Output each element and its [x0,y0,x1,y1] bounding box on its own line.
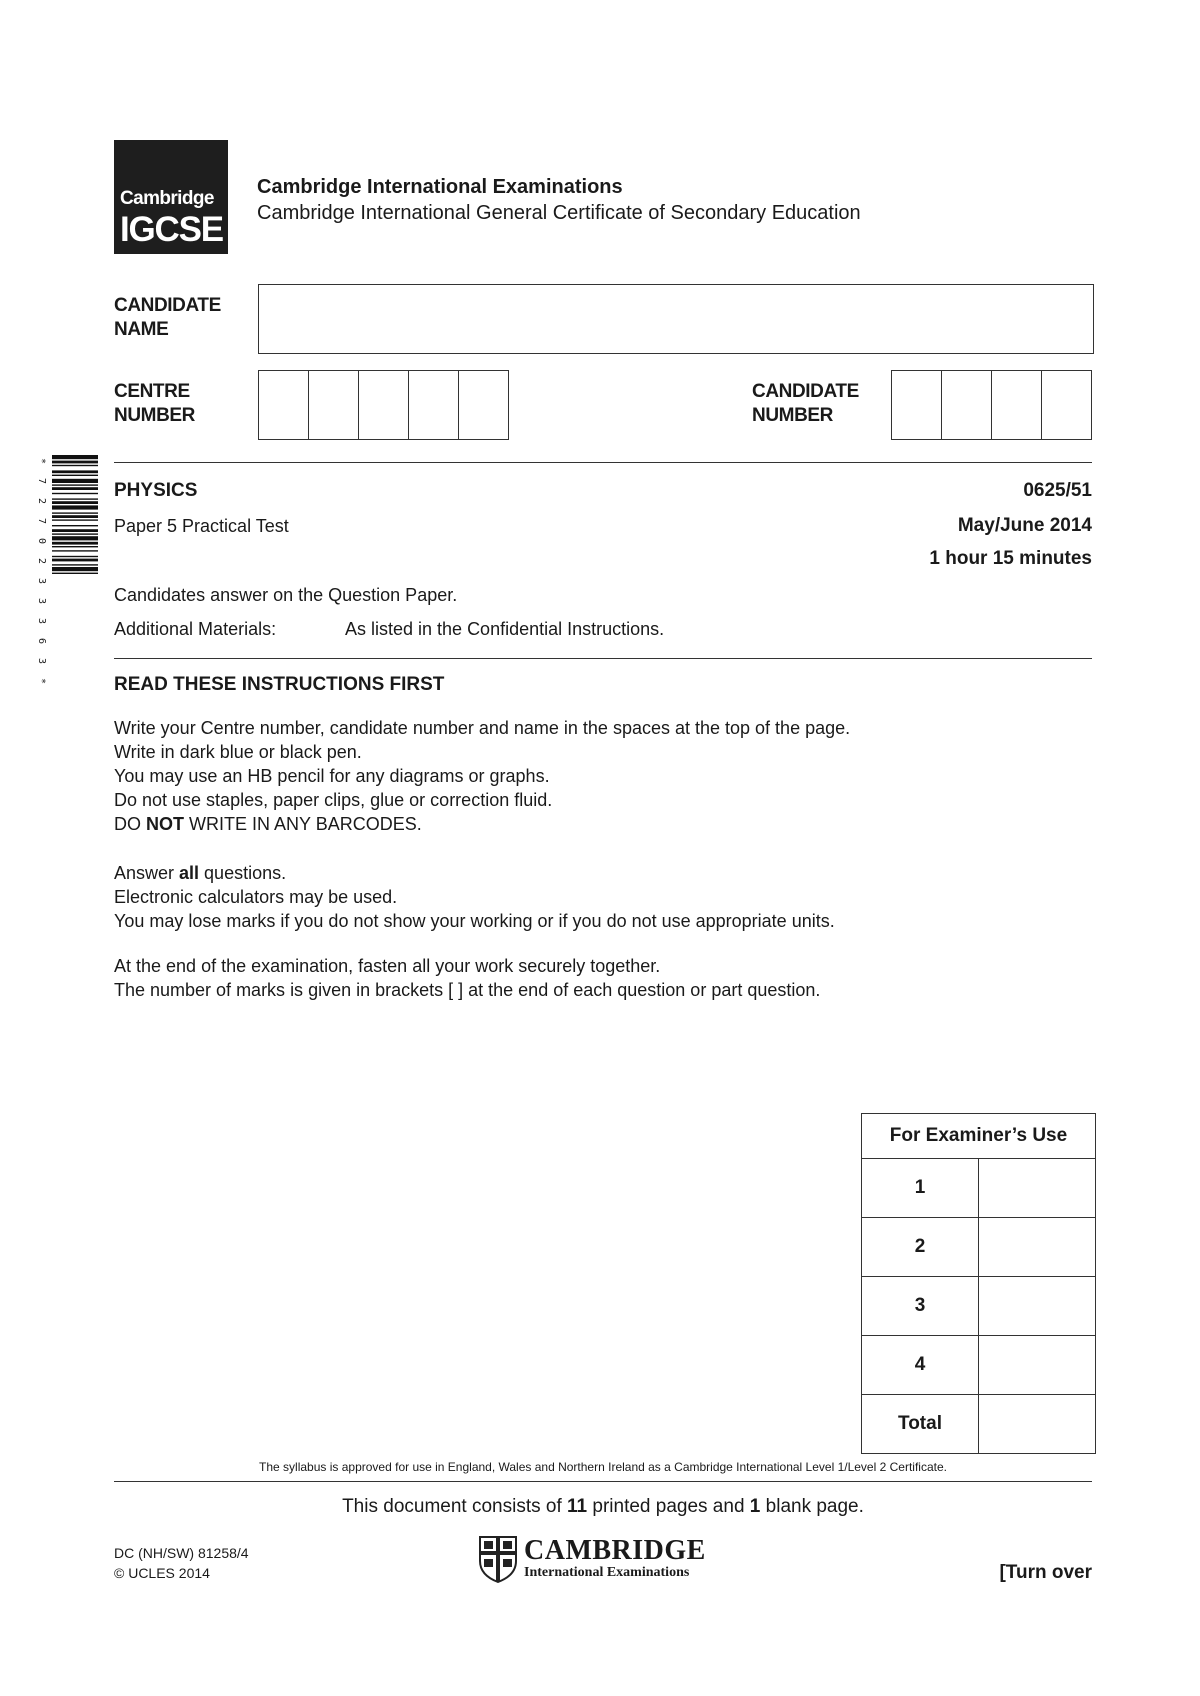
instruction-line: At the end of the examination, fasten all your work securely together. [114,956,661,976]
emphasis: NOT [146,814,185,834]
cambridge-wordmark: CAMBRIDGE [524,1535,706,1566]
divider [114,1481,1092,1482]
barcode-bar [52,475,98,476]
examiner-mark-cell [979,1395,1096,1454]
instructions-block-1 [114,716,850,836]
candidate-digit-box[interactable] [992,371,1042,439]
candidate-name-label-line1: CANDIDATE [114,295,221,316]
barcode-digit: 2 [36,558,47,565]
barcode-digit: * [36,678,47,685]
text-part: printed pages and [587,1496,750,1517]
barcode-digit: 0 [36,538,47,545]
barcode-bar [52,559,98,562]
examiner-table-heading: For Examiner’s Use [862,1114,1096,1159]
instruction-line: Do not use staples, paper clips, glue or correction fluid. [114,790,553,810]
text-part: DO [114,814,147,834]
instruction-line: Electronic calculators may be used. [114,887,398,907]
instruction-line-answer [114,861,835,885]
text-part: blank page. [760,1496,864,1517]
candidate-number-label-line1: CANDIDATE [752,381,859,402]
pages-count: 11 [567,1496,588,1517]
barcode-bar [52,498,98,499]
centre-number-label [114,380,195,428]
barcode-digit: 3 [36,578,47,585]
barcode-bar [52,465,98,466]
examiner-use-table [861,1113,1096,1454]
barcode-bar [52,542,98,545]
examiner-mark-cell [979,1336,1096,1395]
barcode-bar [52,512,98,513]
instruction-line-barcodes [114,812,850,836]
exam-board: Cambridge International Examinations [257,176,623,198]
barcode-bar [52,529,98,532]
candidate-number-label [752,380,859,428]
text-part: WRITE IN ANY BARCODES. [184,814,422,834]
barcode-bar [52,455,98,459]
barcode-bar [52,567,98,571]
instruction-line: The number of marks is given in brackets [ ] at the end of each question or part question. [114,980,821,1000]
candidate-digit-box[interactable] [892,371,942,439]
instructions-block-3 [114,954,820,1002]
barcode-bar [52,519,98,520]
barcode [52,455,98,685]
cambridge-sub: International Examinations [524,1565,690,1580]
copyright: © UCLES 2014 [114,1565,210,1581]
exam-session: May/June 2014 [957,515,1092,536]
barcode-bar [52,556,98,557]
emphasis: all [179,863,200,883]
barcode-bar [52,487,98,490]
candidate-name-field[interactable] [258,284,1094,354]
examiner-row-label: 1 [862,1159,979,1218]
divider [114,658,1092,659]
barcode-digit: 7 [36,478,47,485]
logo-line-2: IGCSE [120,210,223,249]
centre-digit-box[interactable] [259,371,309,439]
cambridge-logo [478,1535,706,1583]
materials-label: Additional Materials: [114,619,277,639]
barcode-bar [52,505,98,509]
document-reference [114,1543,249,1583]
centre-digit-box[interactable] [459,371,508,439]
barcode-bar [52,461,98,464]
blank-count: 1 [749,1496,761,1517]
paper-code: 0625/51 [1023,480,1092,501]
barcode-digit: 3 [36,618,47,625]
syllabus-note: The syllabus is approved for use in England, Wales and Northern Ireland as a Cambridge International Level 1/Level 2 Certificate. [259,1460,947,1474]
barcode-bar [52,564,98,565]
barcode-bar [52,479,98,483]
candidate-digit-box[interactable] [942,371,992,439]
examiner-row-label: 2 [862,1218,979,1277]
centre-digit-box[interactable] [309,371,359,439]
answer-note: Candidates answer on the Question Paper. [114,585,458,605]
examiner-mark-cell [979,1218,1096,1277]
barcode-digit: 2 [36,498,47,505]
materials-value: As listed in the Confidential Instructions. [345,619,665,639]
text-part: questions. [199,863,287,883]
instruction-line: Write your Centre number, candidate number and name in the spaces at the top of the page. [114,718,851,738]
candidate-name-label [114,294,221,342]
barcode-bar [52,525,98,526]
examiner-row-label: 3 [862,1277,979,1336]
barcode-bar [52,546,98,547]
centre-number-field[interactable] [258,370,509,440]
barcode-bar [52,533,98,534]
examiner-mark-cell [979,1277,1096,1336]
barcode-bar [52,573,98,574]
candidate-number-field[interactable] [891,370,1092,440]
subject: PHYSICS [114,480,198,501]
exam-duration: 1 hour 15 minutes [929,548,1092,569]
barcode-bar [52,515,98,518]
barcode-digits [34,455,48,695]
examiner-mark-cell [979,1159,1096,1218]
candidate-name-label-line2: NAME [114,319,169,340]
candidate-digit-box[interactable] [1042,371,1091,439]
divider [114,462,1092,463]
instruction-line: Write in dark blue or black pen. [114,742,362,762]
page-count-note [114,1496,1092,1518]
barcode-digit: 7 [36,518,47,525]
text-part: Answer [114,863,180,883]
barcode-bar [52,501,98,504]
centre-digit-box[interactable] [409,371,459,439]
barcode-digit: 3 [36,598,47,605]
centre-digit-box[interactable] [359,371,409,439]
paper-title: Paper 5 Practical Test [114,516,289,536]
barcode-bar [52,493,98,494]
instructions-block-2 [114,861,835,933]
igcse-logo [114,140,228,254]
barcode-bar [52,550,98,551]
barcode-bar [52,484,98,485]
text-part: This document consists of [342,1496,568,1517]
reference-code: DC (NH/SW) 81258/4 [114,1545,249,1561]
barcode-digit: 6 [36,638,47,645]
centre-number-label-line1: CENTRE [114,381,190,402]
examiner-row-label: Total [862,1395,979,1454]
barcode-bar [52,470,98,473]
candidate-number-label-line2: NUMBER [752,405,833,426]
qualification-title: Cambridge International General Certificate of Secondary Education [257,202,861,224]
crest-icon [478,1535,518,1583]
instructions-heading: READ THESE INSTRUCTIONS FIRST [114,674,445,695]
centre-number-label-line2: NUMBER [114,405,195,426]
logo-line-1: Cambridge [120,188,214,209]
instruction-line: You may use an HB pencil for any diagrams or graphs. [114,766,550,786]
barcode-bar [52,536,98,540]
examiner-row-label: 4 [862,1336,979,1395]
instruction-line: You may lose marks if you do not show your working or if you do not use appropriate units. [114,911,835,931]
barcode-digit: 3 [36,658,47,665]
barcode-digit: * [36,458,47,465]
turn-over: [Turn over [999,1562,1092,1583]
